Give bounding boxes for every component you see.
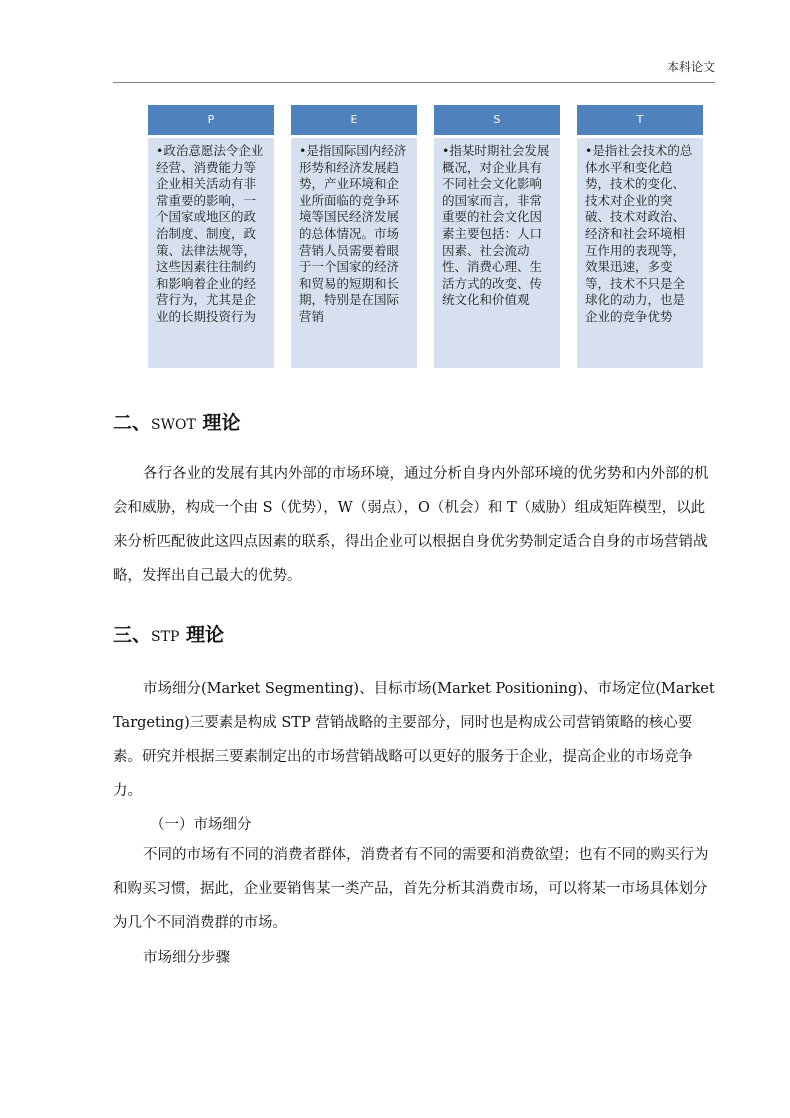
- pest-title: P: [148, 105, 274, 135]
- page-header-label: 本科论文: [666, 60, 715, 74]
- pest-text: •指某时期社会发展概况，对企业具有不同社会文化影响的国家而言，非常重要的社会文化因素主要包括：人口因素、社会流动性、消费心理、生活方式的改变、传统文化和价值观: [434, 138, 560, 368]
- heading-suffix: 理论: [195, 412, 241, 434]
- pest-text: •是指社会技术的总体水平和变化趋势，技术的变化、技术对企业的突破、技术对政治、经济和社会环境相互作用的表现等，效果迅速，多变等，技术不只是全球化的动力，也是企业的竞争优势: [577, 138, 703, 368]
- pest-box-e: [291, 105, 417, 368]
- stp-paragraph: 市场细分(Market Segmenting)、目标市场(Market Positioning)、市场定位(Market Targeting)三要素是构成 STP 营销战略的主要部分，同时也是构成公司营销策略的核心要素。研究并根据三要素制定出的市场营销战略可以更好的服务于企业，提高企业的市场竞争力。: [113, 681, 715, 799]
- segmentation-steps-label: 市场细分步骤: [143, 950, 230, 966]
- pest-text: •政治意愿法令企业经营、消费能力等企业相关活动有非常重要的影响，一个国家或地区的政治制度、制度，政策、法律法规等，这些因素往往制约和影响着企业的经营行为，尤其是企业的长期投资行为: [148, 138, 274, 368]
- header-rule: [113, 82, 715, 83]
- heading-latin: SWOT: [151, 417, 196, 433]
- segmentation-paragraph: 不同的市场有不同的消费者群体，消费者有不同的需要和消费欲望；也有不同的购买行为和购买习惯，据此，企业要销售某一类产品，首先分析其消费市场，可以将某一市场具体划分为几个不同消费群的市场。: [113, 847, 709, 931]
- swot-heading: [113, 408, 240, 435]
- heading-latin: STP: [151, 629, 180, 645]
- subheading-market-segmentation: （一）市场细分: [150, 817, 252, 833]
- heading-number: 三、: [113, 624, 152, 646]
- heading-suffix: 理论: [179, 624, 224, 646]
- pest-title: T: [577, 105, 703, 135]
- pest-box-s: [434, 105, 560, 368]
- stp-heading: [113, 620, 224, 647]
- pest-box-p: [148, 105, 274, 368]
- heading-number: 二、: [113, 412, 152, 434]
- pest-text: •是指国际国内经济形势和经济发展趋势，产业环境和企业所面临的竞争环境等国民经济发展的总体情况。市场营销人员需要着眼于一个国家的经济和贸易的短期和长期，特别是在国际营销: [291, 138, 417, 368]
- pest-title: E: [291, 105, 417, 135]
- swot-paragraph: 各行各业的发展有其内外部的市场环境，通过分析自身内外部环境的优劣势和内外部的机会和威胁，构成一个由 S（优势），W（弱点），O（机会）和 T（威胁）组成矩阵模型，以此来分析匹配彼此这四点因素的联系，得出企业可以根据自身优劣势制定适合自身的市场营销战略，发挥出自己最大的优势。: [113, 466, 709, 584]
- pest-box-t: [577, 105, 703, 368]
- pest-title: S: [434, 105, 560, 135]
